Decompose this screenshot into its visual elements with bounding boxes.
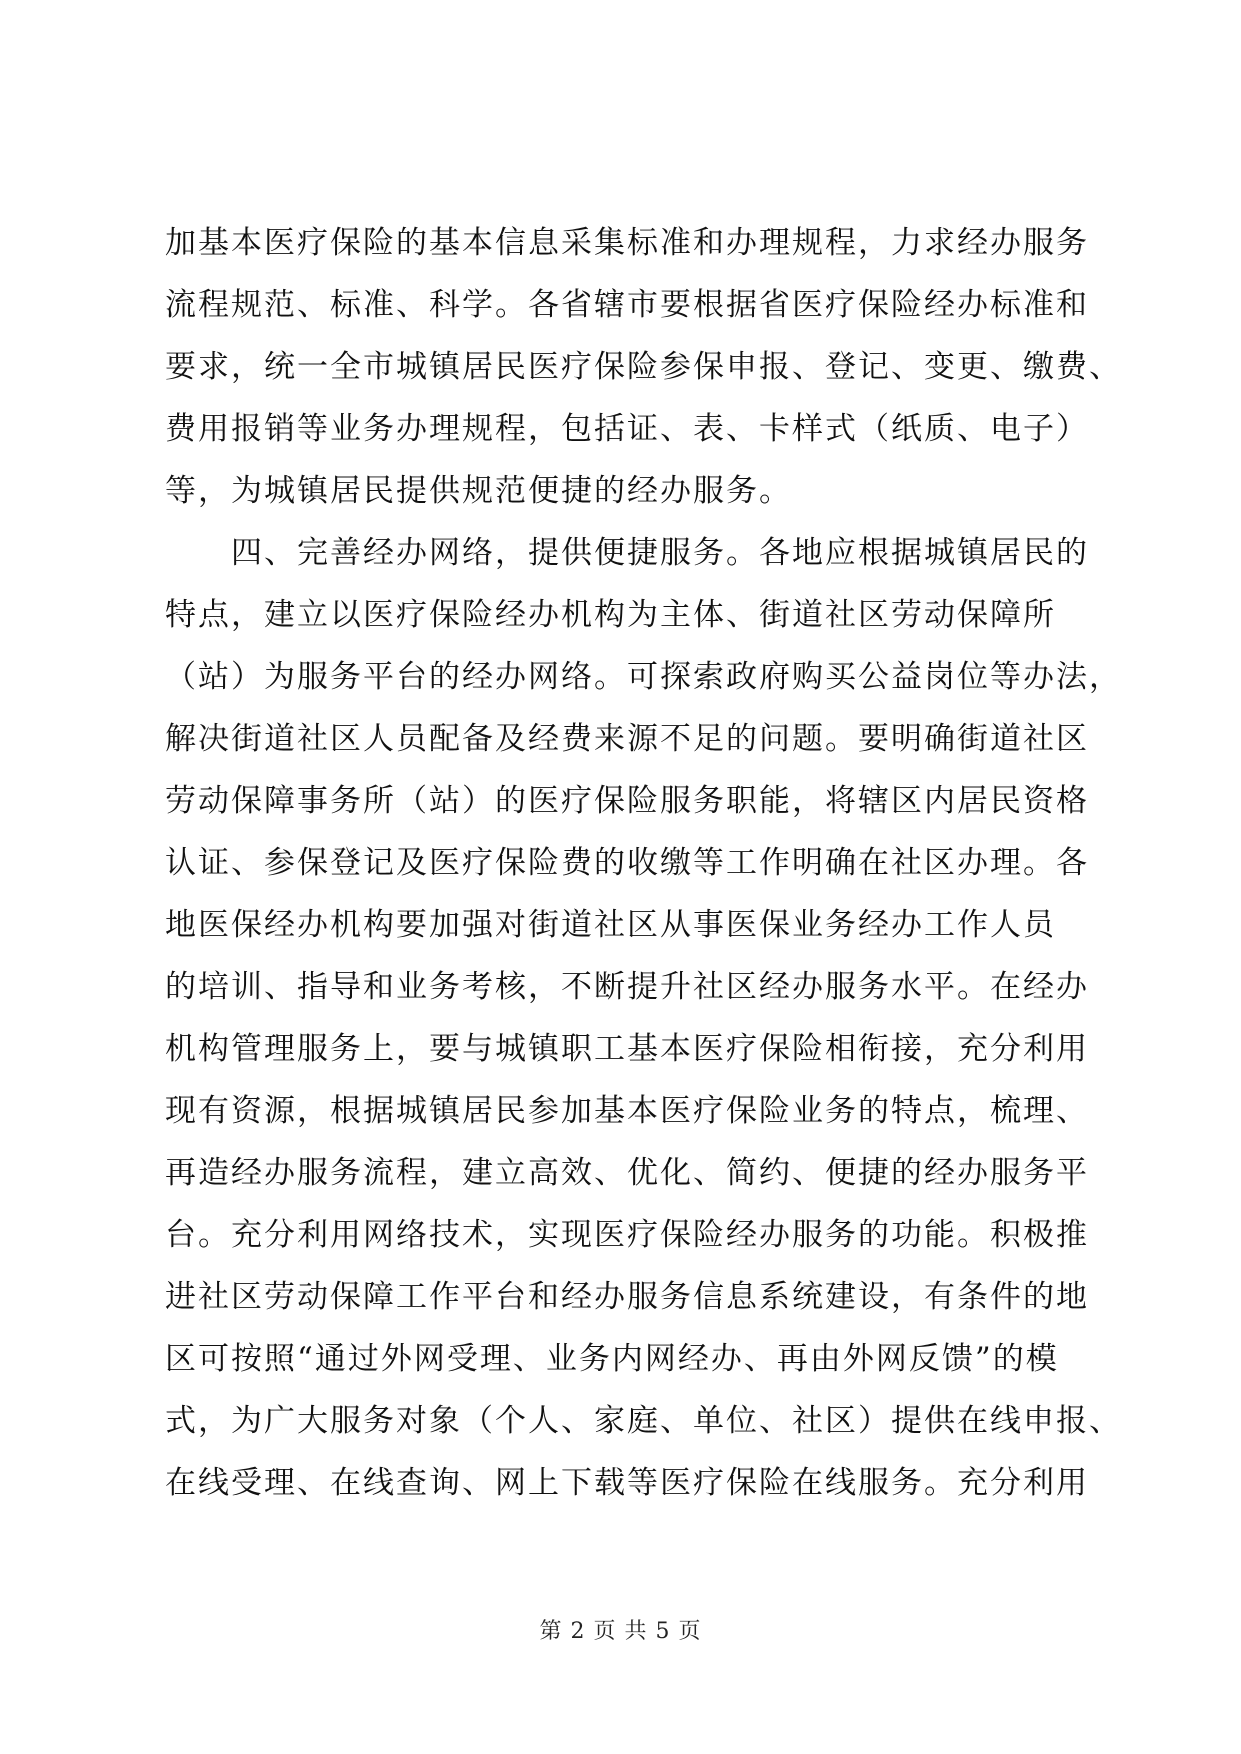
text-line: 现有资源，根据城镇居民参加基本医疗保险业务的特点，梳理、 — [165, 1093, 1089, 1129]
text-line: 台。充分利用网络技术，实现医疗保险经办服务的功能。积极推 — [165, 1217, 1089, 1253]
text-line: 区可按照“通过外网受理、业务内网经办、再由外网反馈”的模 — [165, 1341, 1059, 1377]
text-line: 认证、参保登记及医疗保险费的收缴等工作明确在社区办理。各 — [165, 845, 1089, 881]
text-line: 进社区劳动保障工作平台和经办服务信息系统建设，有条件的地 — [165, 1279, 1089, 1315]
text-line: 流程规范、标准、科学。各省辖市要根据省医疗保险经办标准和 — [165, 287, 1089, 323]
text-line: 费用报销等业务办理规程，包括证、表、卡样式（纸质、电子） — [165, 411, 1089, 447]
text-line: 解决街道社区人员配备及经费来源不足的问题。要明确街道社区 — [165, 721, 1089, 757]
text-line: 再造经办服务流程，建立高效、优化、简约、便捷的经办服务平 — [165, 1155, 1089, 1191]
text-line: 等，为城镇居民提供规范便捷的经办服务。 — [165, 473, 792, 509]
text-line: 四、完善经办网络，提供便捷服务。各地应根据城镇居民的 — [165, 535, 1089, 571]
text-line: 特点，建立以医疗保险经办机构为主体、街道社区劳动保障所 — [165, 597, 1056, 633]
text-line: 机构管理服务上，要与城镇职工基本医疗保险相衔接，充分利用 — [165, 1031, 1089, 1067]
text-line: 地医保经办机构要加强对街道社区从事医保业务经办工作人员 — [165, 907, 1056, 943]
text-line: （站）为服务平台的经办网络。可探索政府购买公益岗位等办法， — [165, 659, 1122, 695]
text-line: 式，为广大服务对象（个人、家庭、单位、社区）提供在线申报、 — [165, 1403, 1122, 1439]
document-body — [165, 225, 1122, 1530]
text-line: 的培训、指导和业务考核，不断提升社区经办服务水平。在经办 — [165, 969, 1089, 1005]
page-footer: 第 2 页 共 5 页 — [539, 1619, 702, 1644]
text-line: 劳动保障事务所（站）的医疗保险服务职能，将辖区内居民资格 — [165, 783, 1089, 819]
text-line: 要求，统一全市城镇居民医疗保险参保申报、登记、变更、缴费、 — [165, 349, 1122, 385]
text-line: 加基本医疗保险的基本信息采集标准和办理规程，力求经办服务 — [165, 225, 1089, 261]
text-line: 在线受理、在线查询、网上下载等医疗保险在线服务。充分利用 — [165, 1465, 1089, 1501]
